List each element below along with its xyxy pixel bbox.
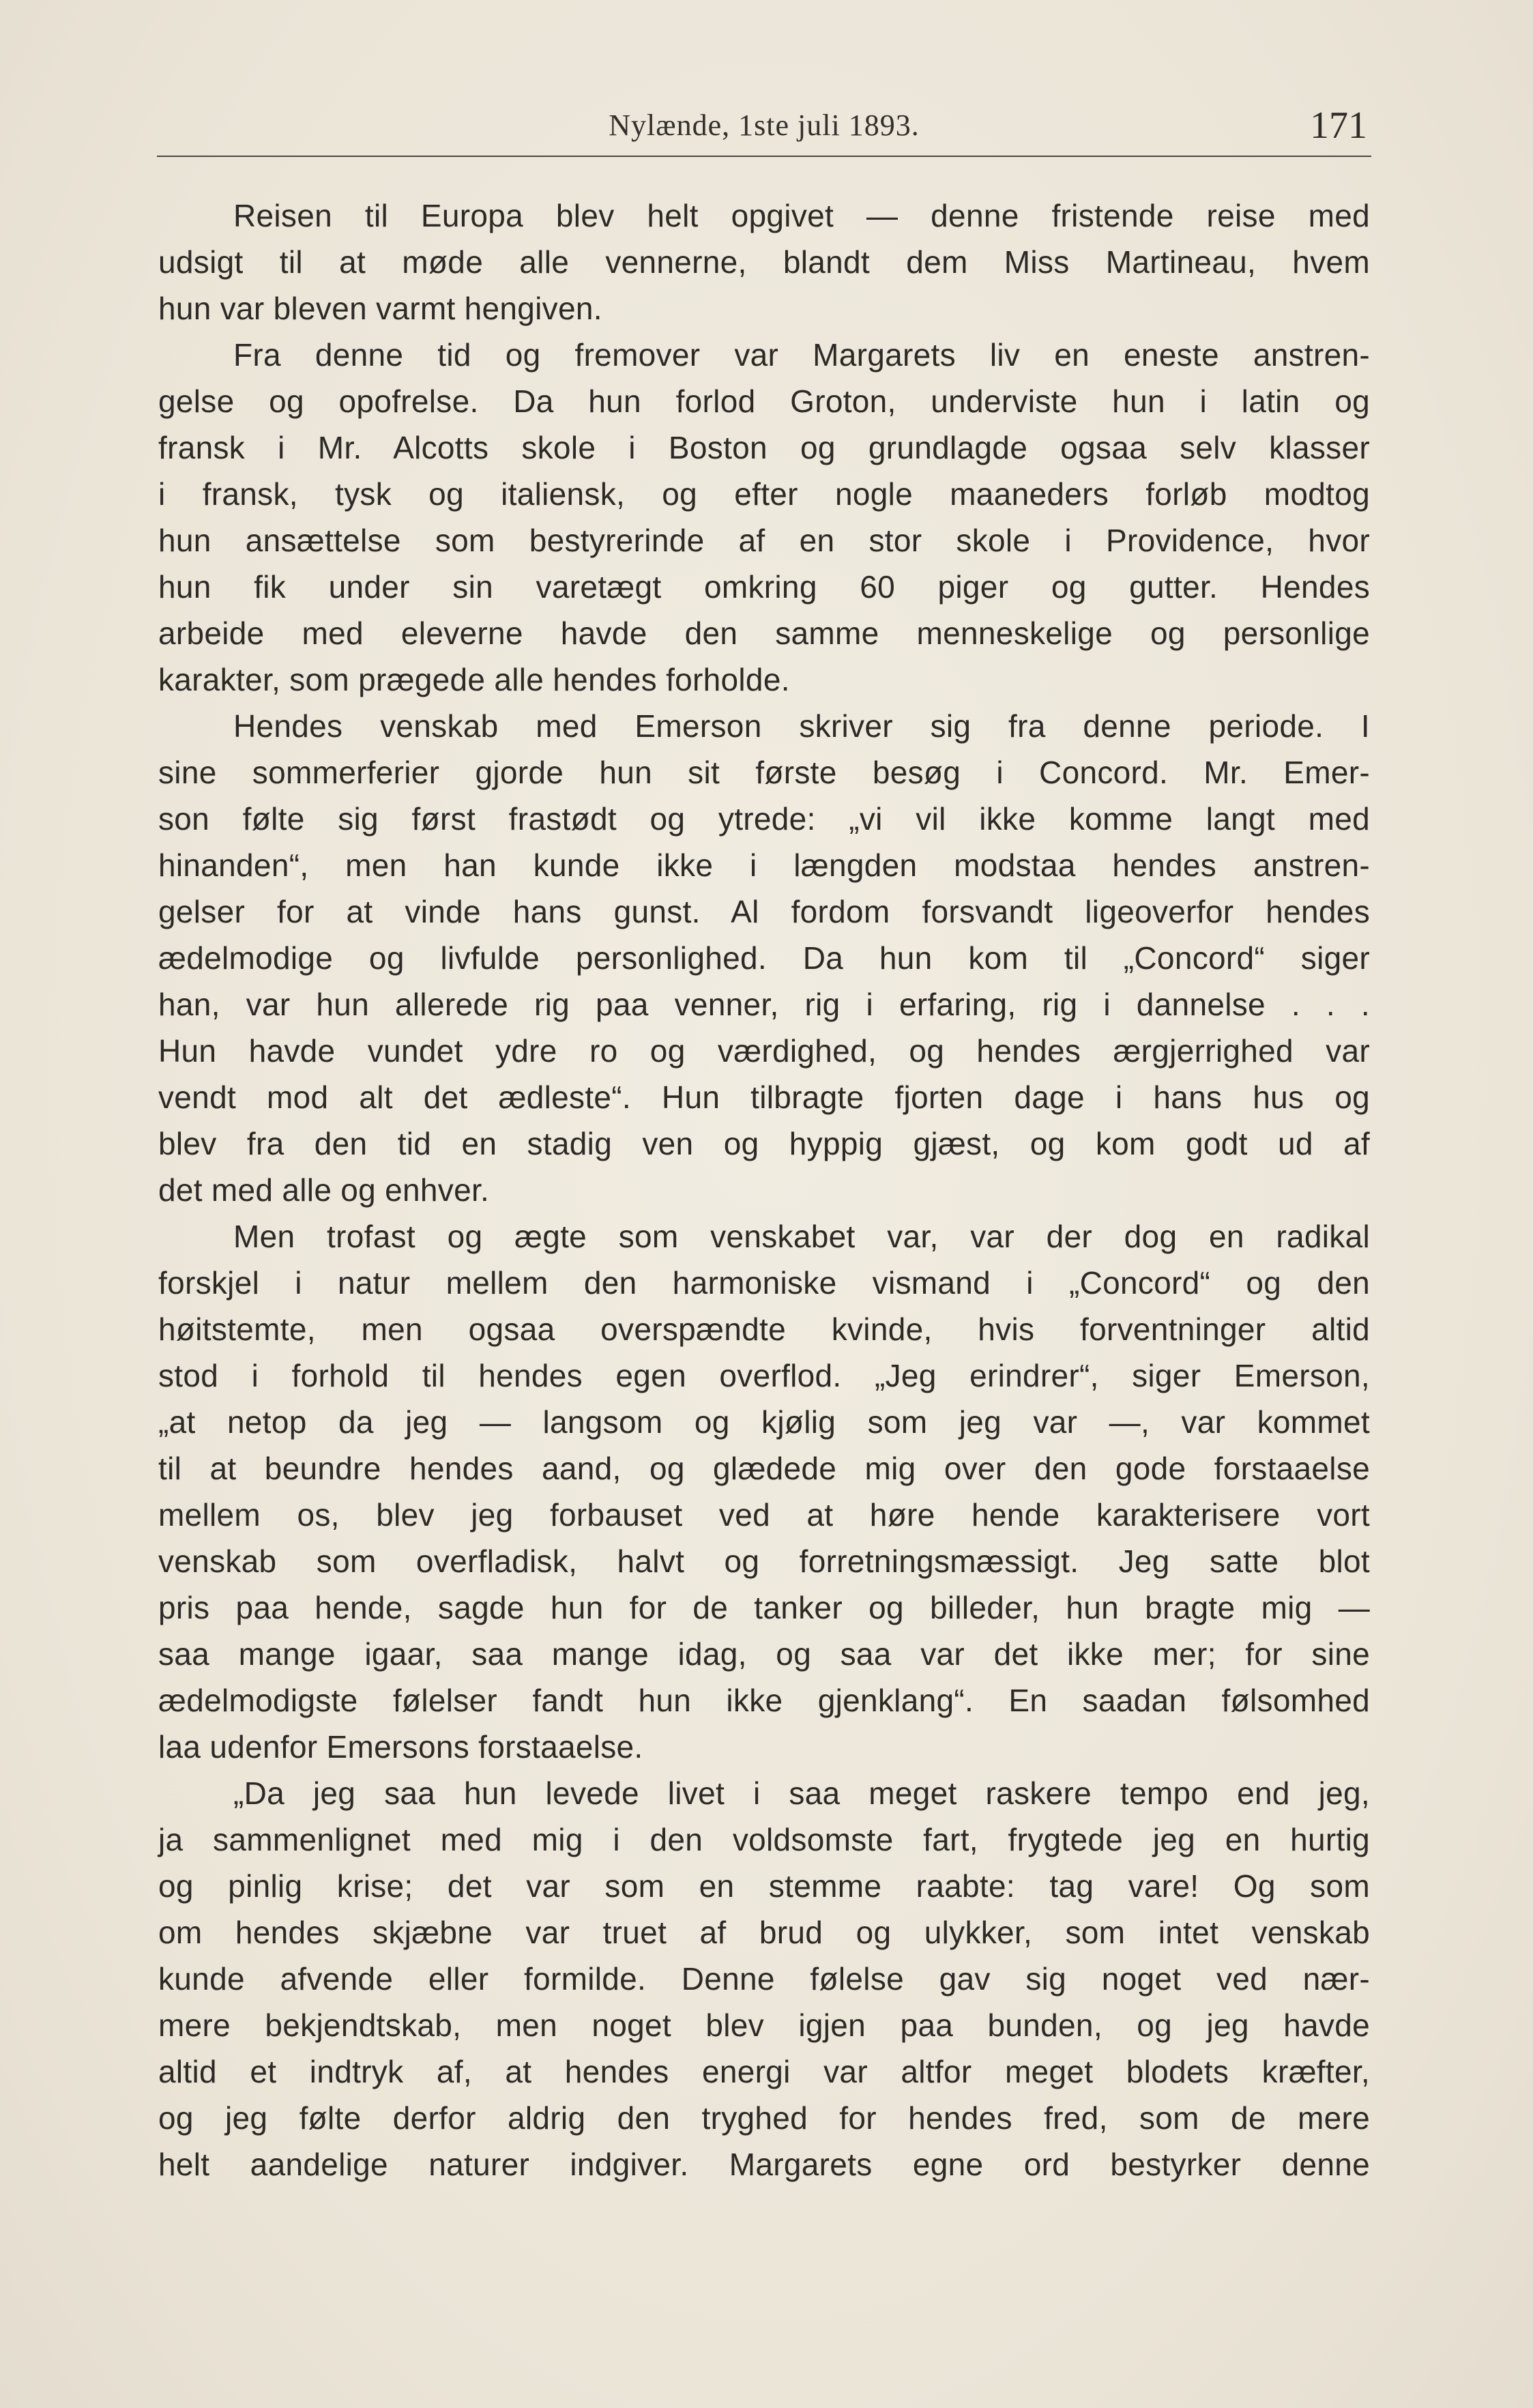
text-line: Fra denne tid og fremover var Margarets liv en eneste anstren- (233, 337, 1370, 373)
text-line: helt aandelige naturer indgiver. Margarets egne ord bestyrker denne (158, 2147, 1370, 2182)
text-line: hun var bleven varmt hengiven. (158, 291, 602, 326)
text-line: saa mange igaar, saa mange idag, og saa var det ikke mer; for sine (158, 1636, 1370, 1672)
text-line: ædelmodigste følelser fandt hun ikke gjenklang“. En saadan følsomhed (158, 1683, 1370, 1718)
text-line: „Da jeg saa hun levede livet i saa meget raskere tempo end jeg, (233, 1775, 1370, 1811)
text-line: i fransk, tysk og italiensk, og efter nogle maaneders forløb modtog (158, 476, 1370, 512)
text-line: høitstemte, men ogsaa overspændte kvinde, hvis forventninger altid (158, 1311, 1370, 1347)
text-line: gelser for at vinde hans gunst. Al fordom forsvandt ligeoverfor hendes (158, 894, 1370, 929)
text-line: fransk i Mr. Alcotts skole i Boston og grundlagde ogsaa selv klasser (158, 430, 1370, 465)
text-line: pris paa hende, sagde hun for de tanker og billeder, hun bragte mig — (158, 1590, 1370, 1625)
text-line: og pinlig krise; det var som en stemme raabte: tag vare! Og som (158, 1868, 1370, 1904)
text-line: arbeide med eleverne havde den samme menneskelige og personlige (158, 615, 1370, 651)
text-line: han, var hun allerede rig paa venner, rig i erfaring, rig i dannelse . . . (158, 987, 1370, 1022)
text-line: altid et indtryk af, at hendes energi var altfor meget blodets kræfter, (158, 2054, 1370, 2089)
text-line: forskjel i natur mellem den harmoniske vismand i „Concord“ og den (158, 1265, 1370, 1301)
page-number: 171 (1310, 104, 1367, 147)
text-line: Men trofast og ægte som venskabet var, var der dog en radikal (233, 1219, 1370, 1254)
text-line: og jeg følte derfor aldrig den tryghed for hendes fred, som de mere (158, 2100, 1370, 2136)
text-line: mellem os, blev jeg forbauset ved at høre hende karakterisere vort (158, 1497, 1370, 1533)
text-line: hinanden“, men han kunde ikke i længden modstaa hendes anstren- (158, 847, 1370, 883)
text-line: hun ansættelse som bestyrerinde af en stor skole i Providence, hvor (158, 523, 1370, 558)
text-line: Hendes venskab med Emerson skriver sig fra denne periode. I (233, 708, 1370, 744)
text-line: karakter, som prægede alle hendes forholde. (158, 662, 790, 697)
text-line: om hendes skjæbne var truet af brud og ulykker, som intet venskab (158, 1915, 1370, 1950)
text-line: blev fra den tid en stadig ven og hyppig gjæst, og kom godt ud af (158, 1126, 1370, 1161)
text-line: „at netop da jeg — langsom og kjølig som jeg var —, var kommet (158, 1404, 1370, 1440)
text-line: kunde afvende eller formilde. Denne følelse gav sig noget ved nær- (158, 1961, 1370, 1997)
text-line: laa udenfor Emersons forstaaelse. (158, 1729, 643, 1765)
text-line: venskab som overfladisk, halvt og forretningsmæssigt. Jeg satte blot (158, 1543, 1370, 1579)
text-line: gelse og opofrelse. Da hun forlod Groton, underviste hun i latin og (158, 383, 1370, 419)
text-line: vendt mod alt det ædleste“. Hun tilbragte fjorten dage i hans hus og (158, 1079, 1370, 1115)
text-line: stod i forhold til hendes egen overflod. „Jeg erindrer“, siger Emerson, (158, 1358, 1370, 1393)
text-line: son følte sig først frastødt og ytrede: „vi vil ikke komme langt med (158, 801, 1370, 837)
text-line: det med alle og enhver. (158, 1172, 490, 1208)
running-head: Nylænde, 1ste juli 1893. (609, 108, 920, 142)
text-line: mere bekjendtskab, men noget blev igjen paa bunden, og jeg havde (158, 2007, 1370, 2043)
text-line: ja sammenlignet med mig i den voldsomste fart, frygtede jeg en hurtig (158, 1822, 1370, 1857)
text-line: Hun havde vundet ydre ro og værdighed, og hendes ærgjerrighed var (158, 1033, 1370, 1069)
text-line: ædelmodige og livfulde personlighed. Da hun kom til „Concord“ siger (158, 940, 1370, 976)
body-text (158, 192, 1370, 2188)
text-line: sine sommerferier gjorde hun sit første besøg i Concord. Mr. Emer- (158, 755, 1370, 790)
text-line: Reisen til Europa blev helt opgivet — denne fristende reise med (233, 198, 1370, 233)
text-line: til at beundre hendes aand, og glædede mig over den gode forstaaelse (158, 1451, 1370, 1486)
text-line: hun fik under sin varetægt omkring 60 piger og gutter. Hendes (158, 569, 1370, 605)
text-line: udsigt til at møde alle vennerne, blandt dem Miss Martineau, hvem (158, 244, 1370, 280)
page-header (157, 101, 1371, 157)
